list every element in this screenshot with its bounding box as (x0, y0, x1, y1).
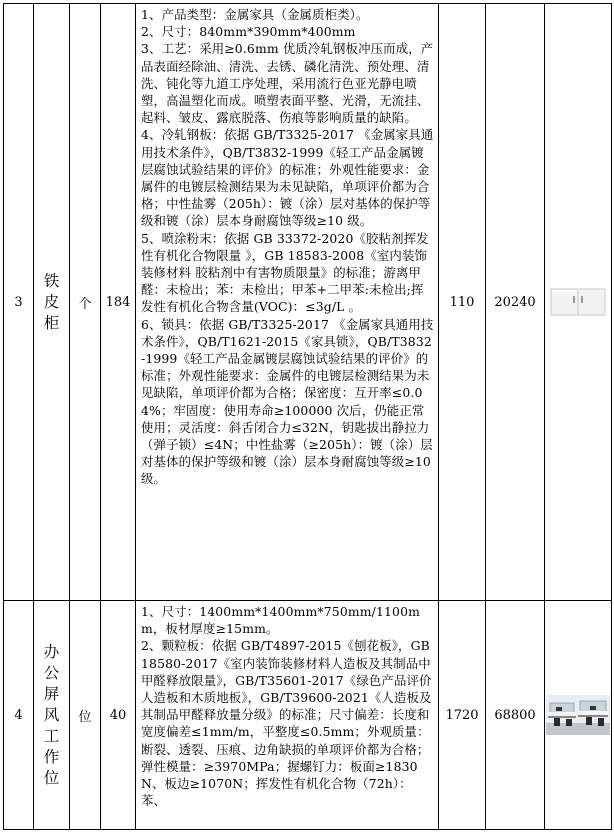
item-unit: 位 (70, 601, 101, 830)
item-quantity: 40 (101, 601, 136, 830)
item-unit: 个 (70, 4, 101, 601)
item-unit-price: 110 (439, 4, 486, 601)
table-row (4, 601, 612, 830)
item-total: 68800 (486, 601, 545, 830)
spec-line: 4、冷轧钢板：依据 GB/T3325-2017 《金属家具通用技术条件》，QB/T3832-1999《轻工产品金属镀层腐蚀试验结果的评价》的标准；外观性能要求：金属件的电镀层检测结果为未见缺陷，单项评价都为合格；中性盐雾（205h）：镀（涂）层对基体的保护等级和镀（涂）层本身耐腐蚀等级≥10 级。 (141, 127, 434, 229)
spec-line: 1、尺寸：1400mm*1400mm*750mm/1100mm，板材厚度≥15mm。 (141, 604, 421, 637)
item-name-cell (34, 4, 70, 601)
spec-line: 6、锁具：依据 GB/T3325-2017 《金属家具通用技术条件》，QB/T1621-2015《家具锁》，QB/T3832-1999《轻工产品金属镀层腐蚀试验结果的评价》的标准；外观性能要求：金属件的电镀层检测结果为未见缺陷，单项评价都为合格；保密度：互开率≤0.04%；牢固度：使用寿命≥100000 次后，仍能正常使用；灵活度：斜舌闭合力≤32N，钥匙拔出静拉力（弹子锁）≤4N；中性盐雾（≥205h）：镀（涂）层对基体的保护等级和镀（涂）层本身耐腐蚀等级≥10 级。 (141, 316, 434, 487)
item-name-cell (34, 601, 70, 830)
table-row (4, 4, 612, 601)
item-number: 4 (4, 601, 34, 830)
spec-line: 3、工艺：采用≥0.6mm 优质冷轧钢板冲压而成，产品表面经除油、清洗、去锈、磷化清洗、预处理、清洗、钝化等九道工序处理，采用流行色亚光静电喷塑，高温塑化而成。喷塑表面平整、光滑，无流挂、起料、皱皮、露底脱落、伤痕等影响质量的缺陷。 (141, 41, 434, 126)
item-photo-cell (545, 4, 612, 601)
item-photo-cell (545, 601, 612, 830)
spec-line: 5、喷涂粉末：依据 GB 33372-2020《胶粘剂挥发性有机化合物限量 》，GB 18583-2008《室内装饰装修材料 胶粘剂中有害物质限量》的标准；游离甲醛：未检出；苯：未检出；甲苯+二甲苯:未检出;挥发性有机化合物含量(VOC)：≤3g/L 。 (141, 230, 429, 315)
item-name: 铁皮柜 (43, 271, 60, 332)
item-spec (136, 601, 439, 830)
office-workstation-photo (546, 695, 610, 735)
filing-cabinet-photo (549, 287, 607, 317)
spec-line: 1、产品类型：金属家具（金属质柜类）。 (141, 7, 369, 22)
item-number: 3 (4, 4, 34, 601)
procurement-table (3, 3, 612, 830)
item-name: 办公屏风工作位 (43, 642, 60, 787)
item-quantity: 184 (101, 4, 136, 601)
spec-line: 2、颗粒板：依据 GB/T4897-2015《刨花板》，GB 18580-2017《室内装饰装修材料人造板及其制品中甲醛释放限量》，GB/T35601-2017《绿色产品评价 人造板和木质地板》，GB/T39600-2021《人造板及其制品甲醛释放量分级》的标准；尺寸偏差：长度和宽度偏差≤1mm/m，平整度≤0.5mm；外观质量：断裂、透裂、压痕、边角缺损的单项评价都为合格；弹性模量：≥3970MPa；握螺钉力：板面≥1830N、板边≥1070N；挥发性有机化合物（72h）：苯、 (141, 638, 432, 809)
item-unit-price: 1720 (439, 601, 486, 830)
item-spec (136, 4, 439, 601)
spec-line: 2、尺寸：840mm*390mm*400mm (141, 24, 356, 40)
item-total: 20240 (486, 4, 545, 601)
